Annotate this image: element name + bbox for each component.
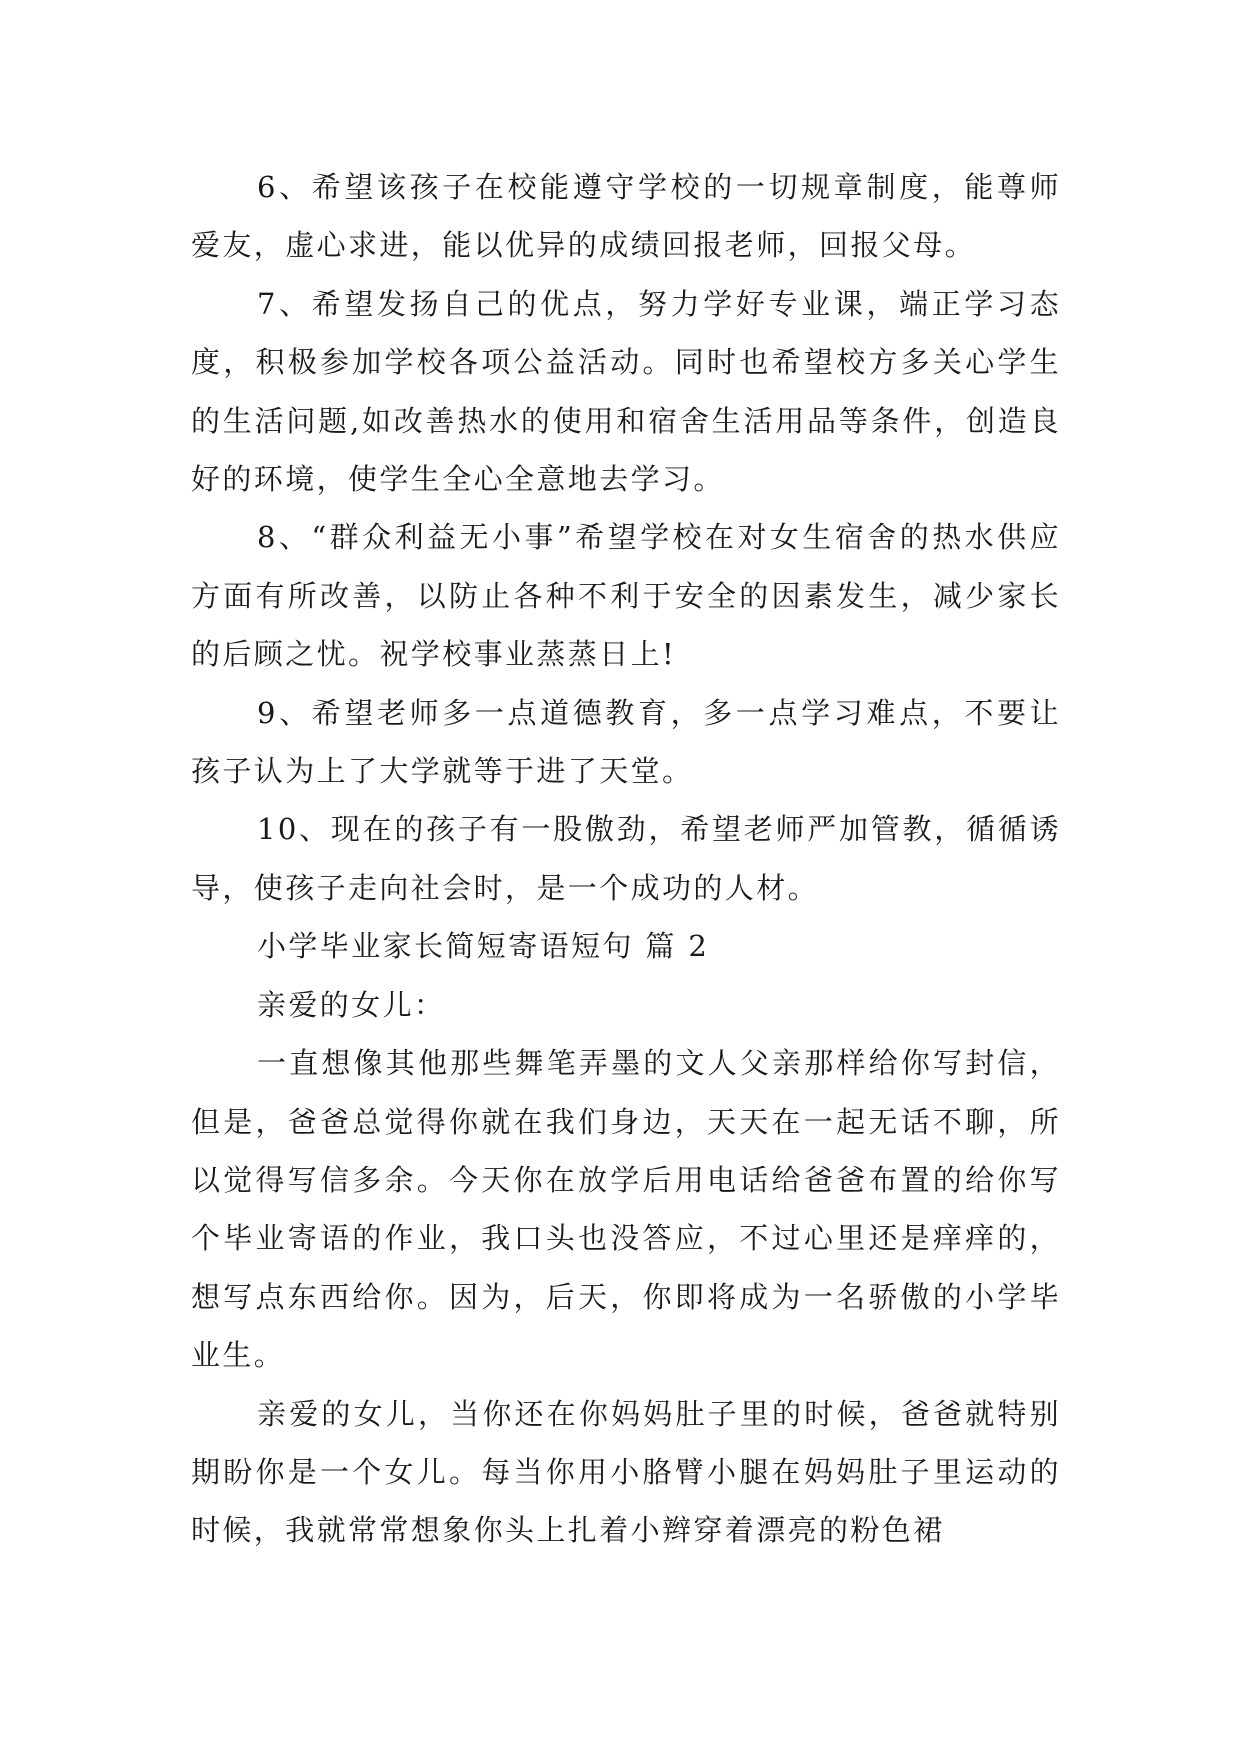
letter-salutation: 亲爱的女儿： xyxy=(257,987,446,1022)
letter-paragraph: 一直想像其他那些舞笔弄墨的文人父亲那样给你写封信，但是，爸爸总觉得你就在我们身边，天天在一起无话不聊，所以觉得写信多余。今天你在放学后用电话给爸爸布置的给你写个毕业寄语的作业，我口头也没答应，不过心里还是痒痒的，想写点东西给你。因为，后天，你即将成为一名骄傲的小学毕业生。 xyxy=(191,1046,1061,1373)
paragraph-item-6: 6、希望该孩子在校能遵守学校的一切规章制度，能尊师爱友，虚心求进，能以优异的成绩回报老师，回报父母。 xyxy=(191,170,1061,263)
paragraph-item-7: 7、希望发扬自己的优点，努力学好专业课，端正学习态度，积极参加学校各项公益活动。同时也希望校方多关心学生的生活问题,如改善热水的使用和宿舍生活用品等条件，创造良好的环境，使学生全心全意地去学习。 xyxy=(191,286,1061,497)
letter-paragraph: 亲爱的女儿，当你还在你妈妈肚子里的时候，爸爸就特别期盼你是一个女儿。每当你用小胳臂小腿在妈妈肚子里运动的时候，我就常常想象你头上扎着小辫穿着漂亮的粉色裙 xyxy=(191,1396,1061,1548)
section-heading: 小学毕业家长简短寄语短句 篇 2 xyxy=(257,929,710,964)
paragraph-item-10: 10、现在的孩子有一股傲劲，希望老师严加管教，循循诱导，使孩子走向社会时，是一个成功的人材。 xyxy=(191,812,1061,905)
paragraph-item-8: 8、“群众利益无小事”希望学校在对女生宿舍的热水供应方面有所改善，以防止各种不利于安全的因素发生，减少家长的后顾之忧。祝学校事业蒸蒸日上! xyxy=(191,520,1061,672)
document-body xyxy=(191,158,1061,1560)
paragraph-item-9: 9、希望老师多一点道德教育，多一点学习难点，不要让孩子认为上了大学就等于进了天堂。 xyxy=(191,695,1061,789)
